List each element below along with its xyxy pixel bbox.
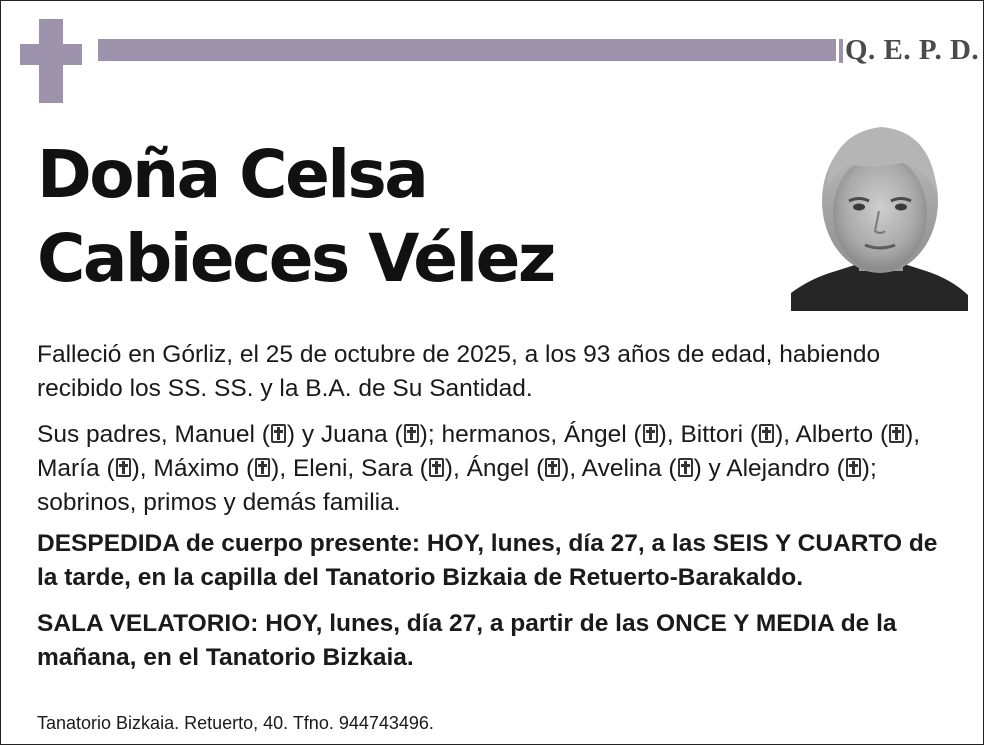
- family-paragraph: [37, 418, 957, 520]
- cross-icon: [271, 424, 286, 443]
- cross-icon: [404, 424, 419, 443]
- cross-icon: [889, 424, 904, 443]
- paren: ): [131, 455, 140, 482]
- cross-icon: [759, 424, 774, 443]
- paren: ): [693, 455, 702, 482]
- paren: (: [106, 455, 115, 482]
- family-text: , Eleni, Sara: [279, 455, 413, 482]
- family-text: , Alberto: [783, 421, 874, 448]
- qepd-label: [839, 29, 980, 71]
- family-text: , Máximo: [139, 455, 240, 482]
- paren: (: [836, 455, 845, 482]
- family-text: ; sobrinos, primos y demás familia.: [37, 455, 877, 516]
- paren: (: [261, 421, 270, 448]
- footer-contact: Tanatorio Bizkaia. Retuerto, 40. Tfno. 944743496.: [37, 713, 434, 733]
- paren: ): [286, 421, 296, 448]
- family-text: , Ángel: [452, 455, 530, 482]
- name-line-1: Doña Celsa: [37, 136, 427, 213]
- paren: ): [905, 421, 914, 448]
- paren: ): [271, 455, 280, 482]
- paren: (: [668, 455, 677, 482]
- paren: (: [419, 455, 428, 482]
- paren: (: [394, 421, 403, 448]
- death-paragraph: Falleció en Górliz, el 25 de octubre de 2025, a los 93 años de edad, habiendo recibido los SS. SS. y la B.A. de Su Santidad.: [37, 341, 881, 402]
- qepd-text: Q. E. P. D.: [845, 34, 980, 66]
- paren: (: [633, 421, 642, 448]
- cross-icon: [20, 19, 82, 103]
- cross-icon: [846, 458, 861, 477]
- family-text: Sus padres, Manuel: [37, 421, 255, 448]
- family-text: , Avelina: [569, 455, 662, 482]
- paren: ): [444, 455, 453, 482]
- header-rule: [98, 39, 836, 61]
- family-text: y Juana: [295, 421, 388, 448]
- deceased-name: [37, 133, 777, 301]
- cross-icon: [545, 458, 560, 477]
- cross-icon: [429, 458, 444, 477]
- family-text: , Bittori: [666, 421, 744, 448]
- family-text: ; hermanos, Ángel: [427, 421, 627, 448]
- paren: (: [246, 455, 255, 482]
- paren: (: [879, 421, 889, 448]
- cross-icon: [678, 458, 693, 477]
- family-text: y Alejandro: [701, 455, 830, 482]
- family-text: , María: [37, 421, 921, 482]
- paren: ): [561, 455, 570, 482]
- paren: (: [536, 455, 545, 482]
- cross-icon: [255, 458, 270, 477]
- paren: ): [658, 421, 667, 448]
- notice-body: [37, 338, 957, 675]
- cross-icon: [643, 424, 658, 443]
- name-line-2: Cabieces Vélez: [37, 220, 554, 297]
- paren: ): [419, 421, 428, 448]
- deceased-photo: [791, 113, 968, 311]
- despedida-paragraph: DESPEDIDA de cuerpo presente: HOY, lunes, día 27, a las SEIS Y CUARTO de la tarde, en la capilla del Tanatorio Bizkaia de Retuerto-Barakaldo.: [37, 530, 938, 591]
- paren: ): [861, 455, 870, 482]
- paren: (: [749, 421, 759, 448]
- velatorio-paragraph: SALA VELATORIO: HOY, lunes, día 27, a partir de las ONCE Y MEDIA de la mañana, en el Tanatorio Bizkaia.: [37, 610, 897, 671]
- paren: ): [775, 421, 784, 448]
- cross-icon: [116, 458, 131, 477]
- portrait-image: [791, 113, 968, 311]
